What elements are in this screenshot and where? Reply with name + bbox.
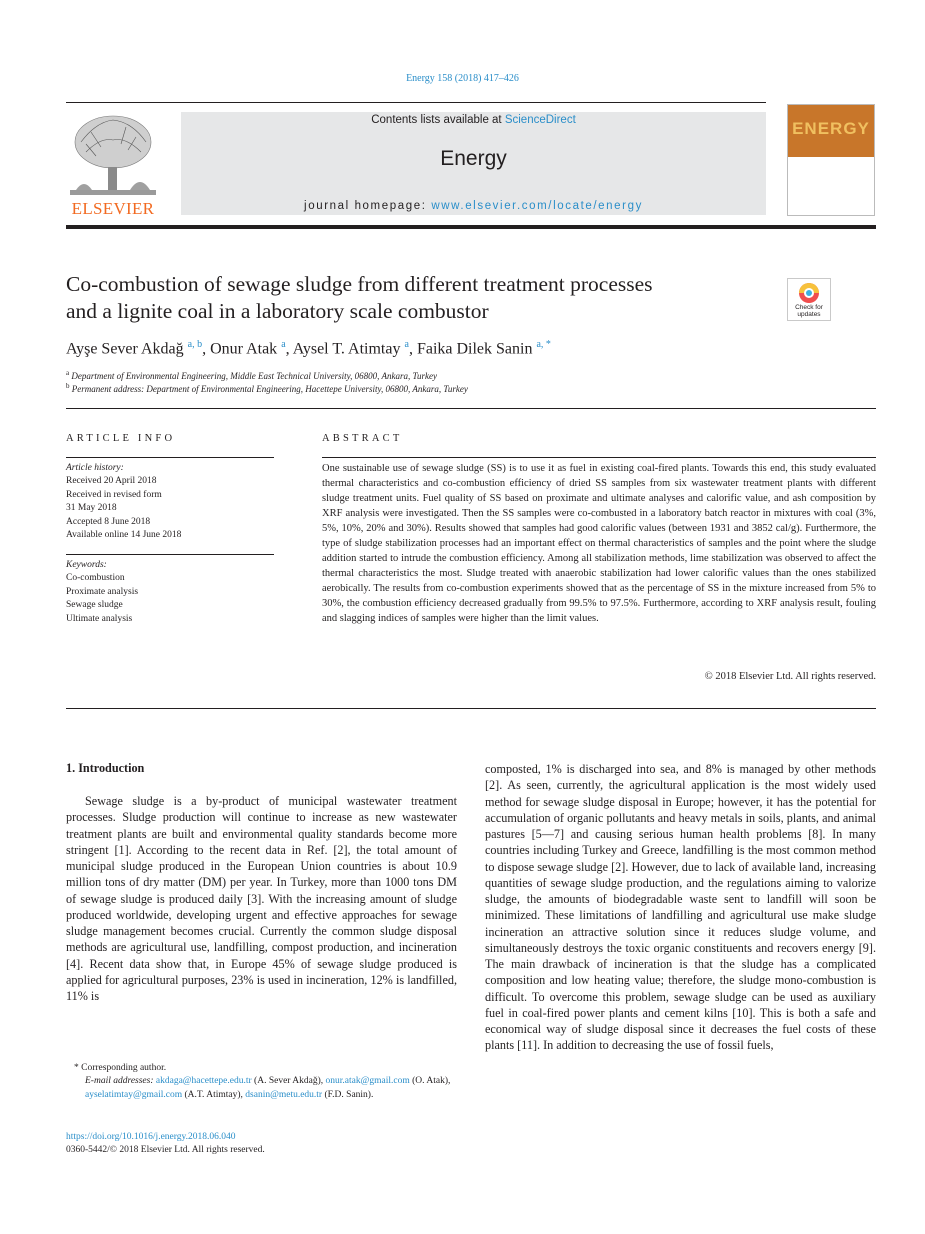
keyword-item: Sewage sludge [66,600,123,611]
author-name: Aysel T. Atimtay [292,340,401,358]
history-item: Received in revised form [66,489,162,500]
journal-cover[interactable] [787,104,875,216]
title-line-1: Co-combustion of sewage sludge from different treatment processes [66,272,653,296]
abstract-copyright: © 2018 Elsevier Ltd. All rights reserved. [704,671,876,682]
abstract-text: One sustainable use of sewage sludge (SS) is to use it as fuel in existing coal-fired plants. Towards this end, this study evaluated thermal characteristics and co-combustion efficiency of dried SS samples from six wastewater treatment plants with different sludge treatment units. Fuel quality of SS based on proximate and ultimate analyses and calorific value, and ash composition by XRF analysis were investigated. Then the SS samples were co-combusted in a laboratory batch reactor in mixtures with coal (3%, 5%, 10%, 20% and 30%). Results showed that samples had good calorific values (between 1931 and 3852 cal/g). Furthermore, the type of sludge stabilization processes had an important effect on thermal characteristics of samples and the point where the sludge addition started to intrude the combustion efficiency. Among all stabilization methods, lime stabilization was observed to affect the thermal characteristics the most. Sludge treated with anaerobic stabilization had lower calorific values than the ones stabilized aerobically. The results from co-combustion experiments showed that as the percentage of SS in the mixture increased from 5% to 30%, the combustion efficiency decreased gradually from 99.5% to 97.5%. Furthermore, according to XRF analysis result, fouling and slagging indices of samples were higher than the limit values. [322,463,876,624]
affiliation-text: Permanent address: Department of Environmental Engineering, Hacettepe University, 06800, Ankara, Turkey [71,384,468,394]
author-separator: , [408,340,417,358]
issn-line: 0360-5442/© 2018 Elsevier Ltd. All rights reserved. [66,1145,265,1156]
author-name: Faika Dilek Sanin [416,340,533,358]
abstract-heading: ABSTRACT [322,433,403,444]
header-thick-rule [66,225,876,229]
email-link[interactable]: onur.atak@gmail.com [325,1076,410,1087]
email-link[interactable]: dsanin@metu.edu.tr [245,1089,323,1100]
crossmark-label [788,304,830,318]
email-owner: (O. Atak) [412,1076,449,1087]
article-history [66,462,276,542]
article-info-heading: ARTICLE INFO [66,433,176,444]
affiliation-mark: b [66,382,70,390]
crossmark-icon [788,280,830,306]
email-owner: (F.D. Sanin). [324,1089,374,1100]
separator-rule [66,408,876,409]
contents-prefix: Contents lists available at [371,114,505,126]
publisher-wordmark: ELSEVIER [71,199,155,218]
article-title [66,271,776,325]
email-owner: (A.T. Atimtay) [184,1089,241,1100]
email-owner: (A. Sever Akdağ) [254,1076,321,1087]
keywords-label: Keywords: [66,560,107,570]
affiliation-a [66,369,866,381]
author-affiliation-mark[interactable]: a [281,339,286,350]
affiliation-mark: a [66,369,70,377]
author-separator: , [202,340,211,358]
author-name: Onur Atak [210,340,278,358]
email-addresses: E-mail addresses: akdaga@hacettepe.edu.tr (A. Sever Akdağ), onur.atak@gmail.com (O. Atak), ayselatimtay@gmail.com (A.T. Atimtay), dsanin@metu.edu.tr (F.D. Sanin). [85,1076,451,1100]
separator-rule [66,708,876,709]
abstract-rule [322,457,876,458]
corresponding-footnote [66,1062,457,1102]
history-item: Received 20 April 2018 [66,476,157,487]
email-link[interactable]: ayselatimtay@gmail.com [85,1089,183,1100]
author-list [66,339,866,358]
journal-citation[interactable]: Energy 158 (2018) 417–426 [406,73,519,84]
email-link[interactable]: akdaga@hacettepe.edu.tr [155,1076,252,1087]
intro-paragraph-right: composted, 1% is discharged into sea, and 8% is managed by other methods [2]. As seen, currently, the agricultural application is the most widely used method for sewage sludge disposal in Europe; however, it has the potential for accumulation of organic pollutants and heavy metals in soils, plants, and animal pastures [5—7] and causing serious human health problems [8]. In many countries including Turkey and Greece, landfilling is the most common method to dispose sewage sludge [2]. However, due to lack of available land, increasing quantities of sewage sludge production, and the regulations aiming to valorize sludge, the amounts of biodegradable waste sent to landfill will soon be minimized. These limitations of landfilling and agricultural use make sludge incineration an attractive solution since it reduces sludge volume, and simultaneously destroys the toxic organic constituents and recovers energy [9]. The main drawback of incineration is that the sludge has a complicated composition and low heating value; therefore, the sludge mono-combustion is difficult. To overcome this problem, sewage sludge can be used as auxiliary fuel in coal-fired power plants and cement kilns [10]. This is both a safe and economical way of sludge disposal since it decreases the fuel costs of these plants [11]. In addition to decreasing the use of fossil fuels, [485,762,876,1053]
history-item: 31 May 2018 [66,503,117,514]
history-item: Accepted 8 June 2018 [66,516,151,527]
doi-link[interactable]: https://doi.org/10.1016/j.energy.2018.06.040 [66,1132,236,1142]
sciencedirect-link[interactable]: ScienceDirect [504,114,576,126]
contents-line [181,114,766,126]
homepage-prefix: journal homepage: [304,200,432,212]
doi-block [66,1131,265,1158]
homepage-link[interactable]: www.elsevier.com/locate/energy [431,200,643,212]
affiliation-b [66,382,866,394]
intro-paragraph-left: Sewage sludge is a by-product of municipal wastewater treatment processes. Sludge production will continue to increase as new wastewater treatment plants are built and environmental quality standards become more stringent [1]. According to the recent data in Ref. [2], the total amount of municipal sludge produced in the European Union countries is about 10.9 million tons of dry matter (DM) per year. In Turkey, more than 1000 tons DM of sewage sludge is produced daily [3]. With the increasing amount of sludge produced worldwide, developing urgent and effective approaches for sewage sludge management becomes crucial. Currently the common sludge disposal methods are agricultural use, landfilling, compost production, and incineration [4]. Recent data show that, in Europe 45% of sewage sludge produced is applied for agricultural purposes, 23% is used in incineration, 12% is landfilled, 11% is [66,794,457,1003]
keywords [66,559,276,626]
crossmark-label-1: Check for [795,304,823,311]
keyword-item: Co-combustion [66,573,125,584]
author-affiliation-mark[interactable]: a [404,339,409,350]
author-affiliation-mark[interactable]: a, b [187,339,203,350]
corresponding-author-note: * Corresponding author. [74,1063,167,1073]
keyword-item: Proximate analysis [66,586,139,597]
header-rule [66,102,766,103]
title-line-2: and a lignite coal in a laboratory scale combustor [66,299,489,323]
author-affiliation-mark[interactable]: a, * [536,339,551,350]
author-name: Ayşe Sever Akdağ [66,340,184,358]
article-info-rule [66,457,274,458]
history-label: Article history: [66,463,124,473]
cover-title: ENERGY [792,119,870,138]
affiliation-text: Department of Environmental Engineering, Middle East Technical University, 06800, Ankara, Turkey [71,371,437,381]
journal-homepage [181,200,766,212]
email-label: E-mail addresses: [85,1076,154,1087]
keywords-rule [66,554,274,555]
keyword-item: Ultimate analysis [66,613,133,624]
history-item: Available online 14 June 2018 [66,530,182,541]
crossmark-label-2: updates [797,311,821,318]
section-heading-introduction: 1. Introduction [66,761,145,775]
crossmark-button[interactable] [787,278,831,321]
journal-name: Energy [440,147,507,170]
author-separator: , [285,340,293,358]
